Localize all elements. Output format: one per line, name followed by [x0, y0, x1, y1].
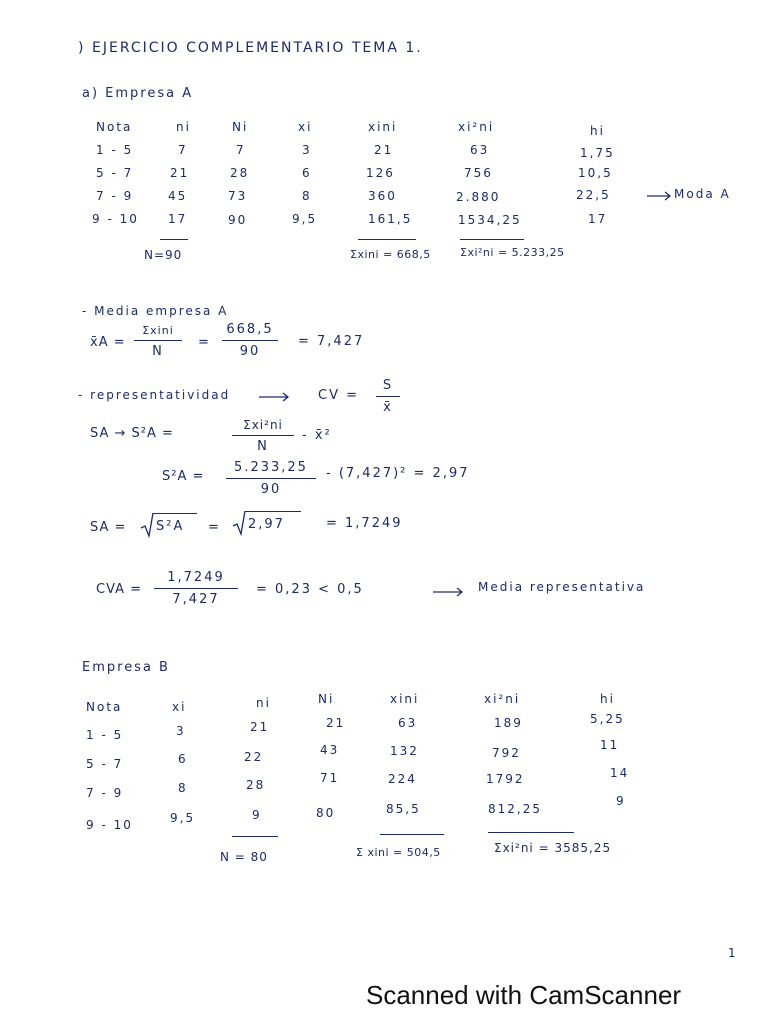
repr-heading: - representatividad [78, 388, 231, 402]
section-b-label: Empresa B [82, 660, 170, 675]
table-a-sum-xi2ni: Σxi²ni = 5.233,25 [460, 246, 565, 259]
arrow-right-icon [646, 191, 672, 201]
table-b-sum-xini: Σ xini = 504,5 [356, 846, 441, 859]
table-b-header-hi: hi [600, 692, 615, 706]
table-b-header-xi2ni: xi²ni [484, 692, 521, 706]
total-underline [358, 239, 416, 240]
total-underline [232, 836, 278, 837]
media-a-heading: - Media empresa A [82, 304, 229, 318]
table-a-header-xi2ni: xi²ni [458, 120, 495, 134]
var-calc-tail: - (7,427)² = 2,97 [326, 466, 470, 481]
sqrt-icon [232, 510, 246, 536]
table-a-total-n: N=90 [144, 248, 183, 262]
arrow-right-icon [432, 587, 464, 597]
media-a-lhs: x̄A = [90, 335, 126, 350]
table-a-header-Ni: Ni [232, 120, 249, 134]
table-a-header-nota: Nota [96, 120, 133, 134]
sd-equals: = [208, 520, 221, 535]
total-underline [160, 239, 188, 240]
table-b-header-xini: xini [390, 692, 420, 706]
table-a-header-hi: hi [590, 124, 605, 138]
var-def-lhs: SA → S²A = [90, 426, 174, 441]
cv-lhs: CV = [318, 388, 359, 403]
sd-calc-lhs: SA = [90, 520, 127, 535]
cv-calc-lhs: CVA = [96, 582, 143, 597]
table-b-sum-xi2ni: Σxi²ni = 3585,25 [494, 841, 612, 855]
sd-radicand-1: S²A [156, 519, 185, 534]
total-underline [380, 834, 444, 835]
cv-calc-tail: = 0,23 < 0,5 [256, 582, 364, 597]
total-underline [488, 832, 574, 833]
camscanner-footer: Scanned with CamScanner [366, 980, 682, 1010]
total-underline [460, 239, 524, 240]
media-a-result: = 7,427̄ [298, 334, 365, 349]
table-b-header-nota: Nota [86, 700, 123, 714]
table-b-header-ni: ni [256, 696, 271, 710]
var-calc-fraction: 5.233,25 90 [226, 460, 316, 497]
var-def-tail: - x̄² [302, 428, 332, 443]
table-b-header-Ni: Ni [318, 692, 335, 706]
section-a-label: a) Empresa A [82, 86, 194, 101]
cv-conclusion: Media representativa [478, 580, 646, 594]
arrow-right-icon [258, 392, 290, 402]
var-def-fraction: Σxi²ni N [232, 418, 294, 454]
table-a-header-xi: xi [298, 120, 313, 134]
table-b-header-xi: xi [172, 700, 187, 714]
media-a-fraction-sum: Σxini N [134, 324, 182, 359]
media-a-fraction-values: 668,5 90 [222, 322, 278, 359]
table-a-sum-xini: Σxini = 668,5 [350, 248, 431, 261]
scanned-page: ) EJERCICIO COMPLEMENTARIO TEMA 1. a) Empresa A Nota ni Ni xi xini xi²ni hi 1 - 5 7 7 3 21 63 1,75 5 - 7 21 28 6 126 756 10,5 7 - 9 45 73 8 360 2.880 22,5 Moda A 9 - 10 17 90 9,5 161,5 1534,25 17 N=90 Σxini = 668,5 Σxi²ni = 5.233,25 - Media empresa A x̄A = Σxini N = 668,5 90 = 7,427̄ - representatividad CV = S x̄ SA → S²A = Σxi²ni N - x̄² S²A = 5.233,25 90 - (7,427)² = 2,97 SA = S²A = 2,97 = 1,7249 CVA = 1,7249 7,427 = 0,23 < 0,5 Media representativa Empresa B Nota xi ni Ni xini xi²ni hi 1 - 5 3 21 21 63 189 5,25 5 - 7 6 22 43 132 792 11 7 - 9 8 28 71 224 1792 14 9 - 10 9,5 9 80 85,5 812,25 9 N = 80 Σ xini = 504,5 Σxi²ni = 3585,25 1 Scanned with CamScanner [78, 40, 738, 1010]
sd-radicand-2: 2,97 [248, 517, 285, 532]
var-calc-lhs: S²A = [162, 469, 205, 484]
title-bullet: ) [78, 40, 86, 56]
cv-fraction: S x̄ [376, 378, 400, 415]
sqrt-icon [140, 512, 154, 538]
page-title: EJERCICIO COMPLEMENTARIO TEMA 1. [92, 40, 423, 56]
media-a-equals: = [198, 335, 211, 350]
table-b-total-n: N = 80 [220, 850, 268, 864]
page-number: 1 [728, 946, 738, 960]
sd-result: = 1,7249 [326, 516, 403, 531]
moda-a-note: Moda A [674, 187, 731, 201]
table-a-header-ni: ni [176, 120, 191, 134]
cv-calc-fraction: 1,7249 7,427 [154, 570, 238, 607]
table-a-header-xini: xini [368, 120, 398, 134]
